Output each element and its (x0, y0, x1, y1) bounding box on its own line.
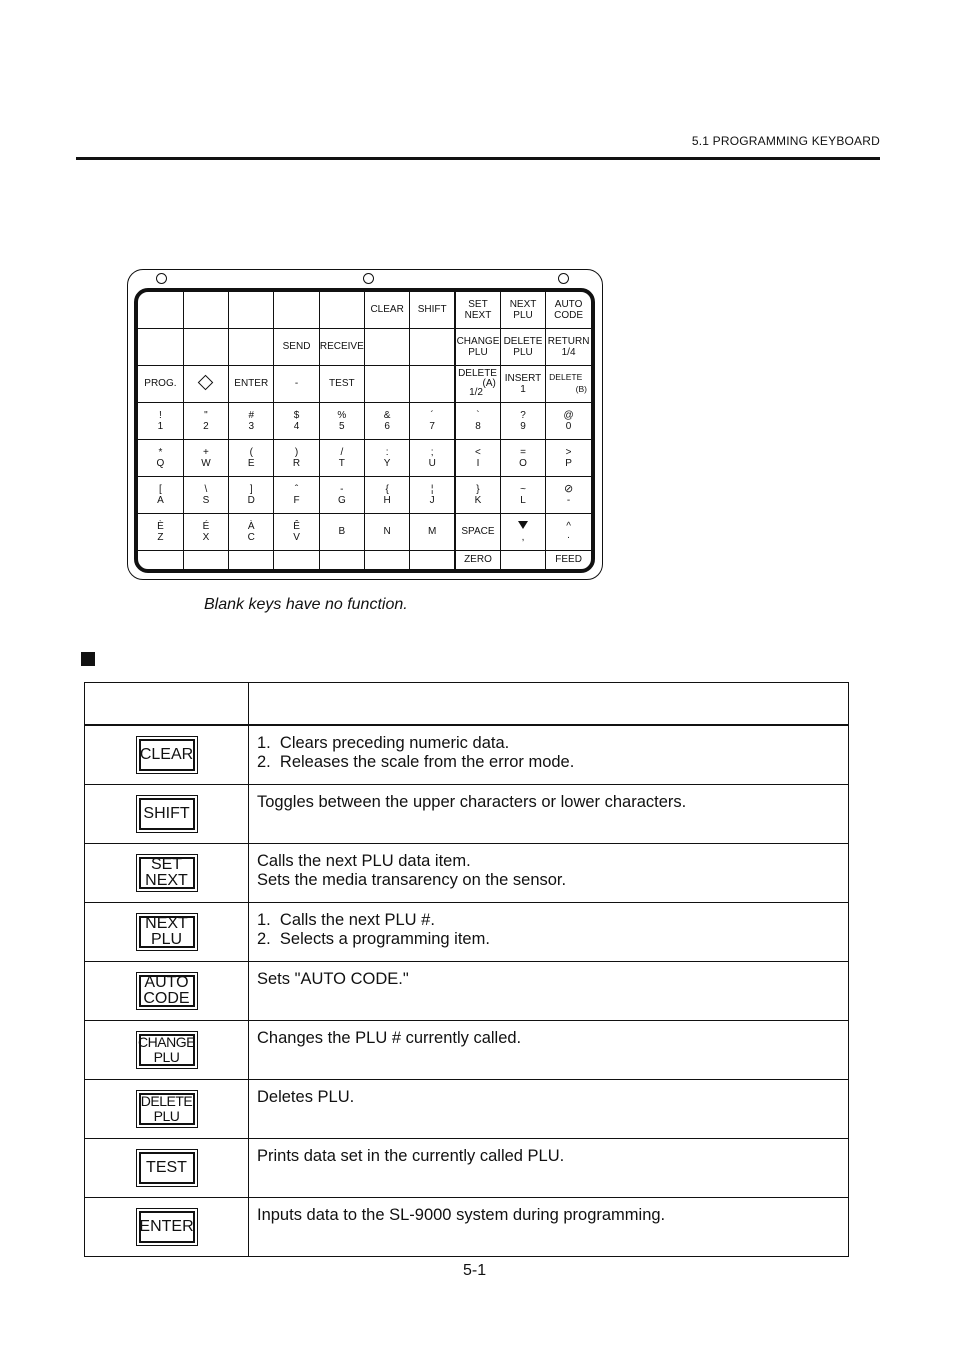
key-label: AUTO (144, 974, 189, 991)
keyboard-key (455, 292, 500, 328)
table-row (85, 725, 849, 785)
keyboard-key (455, 439, 500, 476)
description-line: 2. Releases the scale from the error mode. (257, 753, 575, 771)
table-row (85, 1139, 849, 1198)
key-label: PLU (150, 931, 183, 948)
keyboard-key (500, 292, 545, 328)
key-label: F (293, 494, 300, 506)
key-label: G (337, 494, 346, 506)
keyboard-key (364, 402, 409, 439)
keyboard-key (229, 292, 274, 328)
key-label: ENTER (139, 1218, 194, 1235)
key-label: + (203, 446, 209, 458)
keyboard-key (319, 476, 364, 513)
key-label: \ (204, 483, 208, 495)
keyboard-key (319, 402, 364, 439)
keyboard-key (229, 476, 274, 513)
key-label: PLU (153, 1049, 180, 1065)
description-line: Deletes PLU. (257, 1088, 355, 1106)
key-label: B (338, 526, 346, 538)
keyboard-key (410, 439, 455, 476)
table-row (85, 1080, 849, 1139)
keyboard-grid (134, 288, 595, 573)
key-label: SHIFT (417, 304, 447, 316)
keyboard-key (319, 328, 364, 365)
keyboard-key (455, 476, 500, 513)
keyboard-key (229, 513, 274, 550)
table-row (85, 785, 849, 844)
key-label: P (565, 457, 572, 469)
key-label: , (521, 531, 525, 543)
keyboard-key (183, 513, 228, 550)
key-cell (85, 1139, 249, 1198)
keyboard-key (138, 328, 183, 365)
keyboard-key (455, 402, 500, 439)
key-label: > (565, 446, 572, 458)
keyboard-key (138, 513, 183, 550)
key-label: % (337, 409, 347, 421)
keyboard-key (455, 328, 500, 365)
key-label: : (385, 446, 389, 458)
keyboard-key (274, 292, 319, 328)
key-icon (136, 1031, 198, 1069)
key-label: 3 (248, 420, 255, 432)
key-label: = (520, 446, 526, 458)
keyboard-row (138, 402, 591, 439)
description-cell (249, 1139, 849, 1198)
keyboard-key (229, 402, 274, 439)
key-label: 5 (339, 420, 345, 432)
key-cell (85, 903, 249, 962)
header-cell-function (249, 683, 849, 726)
table-row (85, 962, 849, 1021)
keyboard-key (274, 402, 319, 439)
keyboard-key (364, 476, 409, 513)
keyboard-key (364, 513, 409, 550)
description-line: 2. Selects a programming item. (257, 930, 490, 948)
keyboard-key (274, 476, 319, 513)
key-label: Y (383, 457, 391, 469)
key-label: (A) (482, 377, 496, 389)
key-label: J (429, 494, 435, 506)
key-cell (85, 1080, 249, 1139)
key-label: W (201, 457, 211, 469)
key-icon (136, 972, 198, 1010)
key-label: PLU (153, 1108, 180, 1124)
key-label: ` (476, 409, 480, 421)
keyboard-key (410, 365, 455, 402)
key-label: AUTO (554, 298, 583, 310)
description-line: Sets "AUTO CODE." (257, 970, 409, 988)
keyboard-key (546, 402, 591, 439)
key-label: 8 (475, 420, 481, 432)
keyboard-diagram (127, 269, 603, 580)
key-label: PLU (468, 346, 488, 358)
keyboard-key (500, 439, 545, 476)
description-line: Prints data set in the currently called PLU. (257, 1147, 565, 1165)
keyboard-row (138, 365, 591, 402)
key-label: } (476, 483, 480, 495)
key-label: Q (156, 457, 165, 469)
keyboard-key (183, 292, 228, 328)
description-line: Toggles between the upper characters or lower characters. (257, 793, 687, 811)
key-label: ¦ (430, 483, 434, 495)
key-label: " (204, 409, 208, 421)
key-label: ZERO (464, 554, 492, 566)
key-label: D (247, 494, 255, 506)
keyboard-key (319, 292, 364, 328)
key-label: 1 (520, 383, 526, 395)
key-label: TEST (146, 1159, 187, 1176)
key-label: SPACE (461, 526, 495, 538)
key-label: 1/2 (469, 386, 483, 398)
keyboard-key (274, 328, 319, 365)
keyboard-key (183, 550, 228, 569)
description-cell (249, 785, 849, 844)
key-label: ( (249, 446, 253, 458)
key-label: SET (150, 856, 183, 873)
key-label: DELETE (503, 335, 543, 347)
key-label: È (157, 520, 164, 532)
keyboard-key (500, 476, 545, 513)
keyboard-key (364, 328, 409, 365)
keyboard-key (546, 513, 591, 550)
keyboard-key (546, 328, 591, 365)
key-label: # (248, 409, 255, 421)
key-label: TEST (329, 378, 355, 390)
key-face (139, 857, 195, 889)
keyboard-key (183, 328, 228, 365)
key-label: NEXT (145, 915, 188, 932)
key-label: M (428, 526, 437, 538)
keyboard-key (183, 402, 228, 439)
key-label: NEXT (509, 298, 537, 310)
header-cell-key (85, 683, 249, 726)
keyboard-key (500, 365, 545, 402)
keyboard-key (138, 439, 183, 476)
diamond-icon (198, 375, 214, 391)
key-label: ENTER (234, 378, 269, 390)
keyboard-key (410, 550, 455, 569)
key-label: 1 (157, 420, 164, 432)
key-face (139, 739, 195, 771)
key-label: · (566, 531, 571, 543)
page-number: 5-1 (463, 1262, 487, 1279)
key-label: ~ (520, 483, 526, 495)
keyboard-key (364, 292, 409, 328)
key-label: CODE (143, 990, 190, 1007)
key-label: DELETE (549, 371, 583, 382)
key-label: E (247, 457, 255, 469)
description-line: 1. Calls the next PLU #. (257, 911, 435, 929)
keyboard-key (229, 365, 274, 402)
key-label: CLEAR (139, 746, 194, 763)
key-icon (136, 854, 198, 892)
keyboard-key (546, 439, 591, 476)
keyboard-key (274, 439, 319, 476)
key-icon (136, 1090, 198, 1128)
key-label: ? (520, 409, 526, 421)
keyboard-key (546, 476, 591, 513)
key-label: C (247, 531, 255, 543)
keyboard-key (364, 439, 409, 476)
keyboard-key (546, 292, 591, 328)
table-row (85, 903, 849, 962)
key-label: L (520, 494, 526, 506)
key-function-table (84, 682, 849, 1257)
description-cell (249, 725, 849, 785)
key-label: $ (293, 409, 300, 421)
key-label: - (294, 378, 299, 390)
key-label: ] (249, 483, 253, 495)
key-label: DELETE (140, 1093, 193, 1109)
keyboard-key (364, 550, 409, 569)
keyboard-key (138, 402, 183, 439)
slashed-box-icon: ⊘ (563, 482, 574, 495)
key-label: A (157, 494, 164, 506)
key-label: SEND (282, 341, 311, 353)
key-label: ´ (430, 409, 434, 421)
description-line: Changes the PLU # currently called. (257, 1029, 522, 1047)
table-row (85, 1021, 849, 1080)
key-label: - (340, 483, 344, 495)
key-cell (85, 1198, 249, 1257)
table-header-row (85, 683, 849, 726)
keyboard-key (500, 402, 545, 439)
key-face (139, 1034, 195, 1066)
section-header: 5.1 PROGRAMMING KEYBOARD (691, 134, 880, 148)
keyboard-key (500, 328, 545, 365)
key-label: SHIFT (143, 805, 190, 822)
keyboard-key (183, 476, 228, 513)
key-label: X (202, 531, 210, 543)
header-rule (76, 157, 880, 160)
key-label: RETURN (547, 335, 590, 347)
key-label: NEXT (464, 309, 492, 321)
section-bullet-icon (81, 652, 95, 666)
keyboard-key (319, 550, 364, 569)
key-face (139, 798, 195, 830)
description-line: Inputs data to the SL-9000 system during programming. (257, 1206, 666, 1224)
keyboard-key (229, 328, 274, 365)
key-label: / (340, 446, 344, 458)
key-face (139, 975, 195, 1007)
key-label: O (519, 457, 527, 469)
keyboard-key (138, 292, 183, 328)
keyboard-key (138, 365, 183, 402)
key-cell (85, 725, 249, 785)
description-cell (249, 1198, 849, 1257)
key-label: RECEIVE (319, 341, 364, 353)
key-icon (136, 1149, 198, 1187)
keyboard-key (455, 513, 500, 550)
keyboard-row (138, 439, 591, 476)
key-label: Z (157, 531, 164, 543)
table-row (85, 844, 849, 903)
key-label: 0 (565, 420, 572, 432)
description-cell (249, 962, 849, 1021)
key-label: K (474, 494, 482, 506)
keyboard-row (138, 476, 591, 513)
key-label: { (385, 483, 389, 495)
keyboard-key (229, 550, 274, 569)
description-cell (249, 1080, 849, 1139)
key-label: INSERT (504, 372, 542, 384)
key-label: PROG. (144, 378, 177, 390)
keyboard-row (138, 550, 591, 569)
keyboard-key (410, 328, 455, 365)
key-cell (85, 785, 249, 844)
key-cell (85, 844, 249, 903)
keyboard-key (546, 550, 591, 569)
key-label: I (476, 457, 480, 469)
key-face (139, 1093, 195, 1125)
keyboard-row (138, 513, 591, 550)
key-icon (136, 736, 198, 774)
key-cell (85, 1021, 249, 1080)
key-cell (85, 962, 249, 1021)
keyboard-key (138, 476, 183, 513)
key-label: ! (159, 409, 162, 421)
keyboard-key (500, 513, 545, 550)
key-label: CLEAR (370, 304, 404, 316)
key-label: [ (159, 483, 162, 495)
keyboard-row (138, 328, 591, 365)
key-label: É (202, 520, 210, 532)
key-label: ˆ (294, 483, 299, 495)
key-label: 2 (203, 420, 209, 432)
key-face (139, 1211, 195, 1243)
key-label: - (566, 494, 571, 506)
key-label: V (293, 531, 300, 543)
keyboard-key (500, 550, 545, 569)
keyboard-key (455, 550, 500, 569)
keyboard-key (546, 365, 591, 402)
keyboard-key (410, 402, 455, 439)
key-label: DELETE (458, 367, 497, 379)
mount-hole-icon (156, 273, 167, 284)
keyboard-key (274, 365, 319, 402)
key-label: ) (294, 446, 299, 458)
keyboard-key (274, 550, 319, 569)
key-icon (136, 913, 198, 951)
key-label: CHANGE (138, 1034, 195, 1050)
description-line: Sets the media transarency on the sensor. (257, 871, 567, 889)
key-label: S (202, 494, 210, 506)
keyboard-key (455, 365, 500, 402)
key-label: R (292, 457, 301, 469)
key-icon (136, 1208, 198, 1246)
key-label: 9 (520, 420, 526, 432)
description-line: 1. Clears preceding numeric data. (257, 734, 510, 752)
description-cell (249, 844, 849, 903)
key-label: Ê (293, 520, 300, 532)
key-label: CODE (554, 309, 584, 321)
description-line: Calls the next PLU data item. (257, 852, 471, 870)
keyboard-key (183, 365, 228, 402)
keyboard-key (410, 292, 455, 328)
key-label: FEED (555, 554, 582, 566)
key-label: 1/4 (561, 346, 576, 358)
key-icon (136, 795, 198, 833)
key-label: & (383, 409, 391, 421)
key-face (139, 1152, 195, 1184)
caption: Blank keys have no function. (204, 596, 408, 613)
keyboard-key (229, 439, 274, 476)
keyboard-key (319, 513, 364, 550)
mount-hole-icon (363, 273, 374, 284)
key-label: U (428, 457, 436, 469)
keyboard-key (274, 513, 319, 550)
key-label: PLU (513, 346, 533, 358)
description-cell (249, 903, 849, 962)
key-label: * (158, 446, 163, 458)
key-label: CHANGE (456, 335, 500, 347)
key-label: < (475, 446, 481, 458)
key-label: N (383, 526, 391, 538)
key-label: H (383, 494, 391, 506)
key-label: T (338, 457, 345, 469)
keyboard-key (138, 550, 183, 569)
mount-hole-icon (558, 273, 569, 284)
description-cell (249, 1021, 849, 1080)
key-label: À (247, 520, 255, 532)
keyboard-key (410, 513, 455, 550)
keyboard-key (319, 439, 364, 476)
key-label: PLU (513, 309, 533, 321)
key-label: ^ (566, 520, 571, 532)
keyboard-key (319, 365, 364, 402)
keyboard-key (364, 365, 409, 402)
keyboard-row (138, 292, 591, 328)
key-label: @ (563, 409, 574, 421)
keyboard-key (183, 439, 228, 476)
key-label: SET (468, 298, 488, 310)
key-label: 6 (384, 420, 390, 432)
key-label: (B) (575, 383, 587, 394)
key-face (139, 916, 195, 948)
key-label: NEXT (145, 872, 188, 889)
keyboard-key (410, 476, 455, 513)
key-label: 7 (429, 420, 435, 432)
down-triangle-icon (518, 521, 528, 529)
key-label: 4 (293, 420, 300, 432)
key-label: ; (430, 446, 434, 458)
keyboard-key-table (138, 292, 591, 569)
table-row (85, 1198, 849, 1257)
